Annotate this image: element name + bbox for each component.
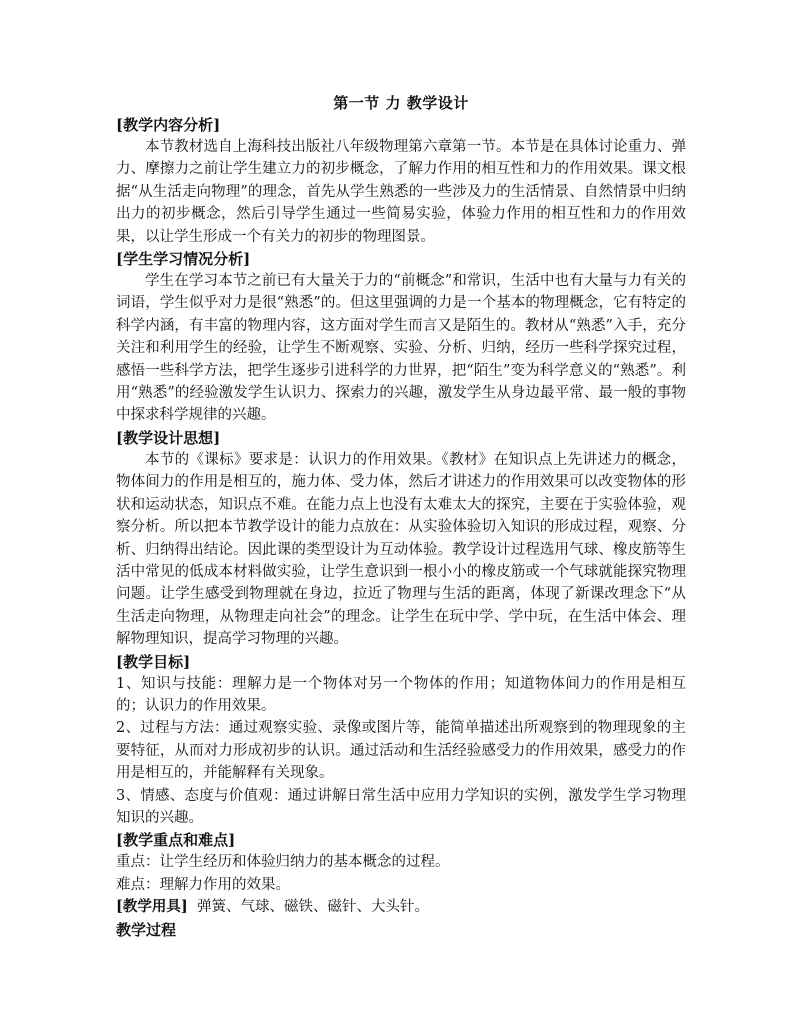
heading-process: 教学过程 [116,920,177,939]
paragraph-content-analysis: 本节教材选自上海科技出版社八年级物理第六章第一节。本节是在具体讨论重力、弹力、摩擦力之前让学生建立力的初步概念，了解力作用的相互性和力的作用效果。课文根据“从生活走向物理”的理念，首先从学生熟悉的一些涉及力的生活情景、自然情景中归纳出力的初步概念，然后引导学生通过一些简易实验，体验力作用的相互性和力的作用效果，以让学生形成一个有关力的初步的物理图景。 [116,139,686,245]
objective-item: 1、知识与技能：理解力是一个物体对另一个物体的作用；知道物体间力的作用是相互的；认识力的作用效果。 [116,675,686,714]
heading-learning-analysis: [学生学习情况分析] [116,250,251,269]
objective-item: 2、过程与方法：通过观察实验、录像或图片等，能简单描述出所观察到的物理现象的主要特征，从而对力形成初步的认识。通过活动和生活经验感受力的作用效果，感受力的作用是相互的，并能解释有关现象。 [116,720,686,782]
heading-content-analysis: [教学内容分析] [116,116,221,134]
heading-key-points: [教学重点和难点] [116,831,236,850]
tools-line [116,896,686,918]
document-title: 第一节 力 教学设计 [333,94,469,112]
key-point-difficulty: 难点：理解力作用的效果。 [116,876,290,893]
heading-design-thinking: [教学设计思想] [116,428,221,447]
paragraph-design-thinking: 本节的《课标》要求是：认识力的作用效果。《教材》在知识点上先讲述力的概念，物体间力的作用是相互的，施力体、受力体，然后才讲述力的作用效果可以改变物体的形状和运动状态，知识点不难。在能力点上也没有太难太大的探究，主要在于实验体验，观察分析。所以把本节教学设计的能力点放在：从实验体验切入知识的形成过程，观察、分析、归纳得出结论。因此课的类型设计为互动体验。教学设计过程选用气球、橡皮筋等生活中常见的低成本材料做实验，让学生意识到一根小小的橡皮筋或一个气球就能探究物理问题。让学生感受到物理就在身边，拉近了物理与生活的距离，体现了新课改理念下“从生活走向物理，从物理走向社会”的理念。让学生在玩中学、学中玩，在生活中体会、理解物理知识，提高学习物理的兴趣。 [116,451,686,648]
key-point-focus: 重点：让学生经历和体验归纳力的基本概念的过程。 [116,854,450,871]
heading-objectives: [教学目标] [116,652,191,671]
document-page [116,94,686,941]
paragraph-learning-analysis: 学生在学习本节之前已有大量关于力的“前概念”和常识，生活中也有大量与力有关的词语，学生似乎对力是很“熟悉”的。但这里强调的力是一个基本的物理概念，它有特定的科学内涵，有丰富的物理内容，这方面对学生而言又是陌生的。教材从“熟悉”入手，充分关注和利用学生的经验，让学生不断观察、实验、分析、归纳，经历一些科学探究过程，感悟一些科学方法，把学生逐步引进科学的力世界，把“陌生”变为科学意义的“熟悉”。利用“熟悉”的经验激发学生认识力、探索力的兴趣，激发学生从身边最平常、最一般的事物中探求科学规律的兴趣。 [116,273,686,424]
tools-list: 弹簧、气球、磁铁、磁针、大头针。 [196,899,429,916]
heading-tools: [教学用具] [116,898,188,916]
objective-item: 3、情感、态度与价值观：通过讲解日常生活中应用力学知识的实例，激发学生学习物理知识的兴趣。 [116,787,686,826]
